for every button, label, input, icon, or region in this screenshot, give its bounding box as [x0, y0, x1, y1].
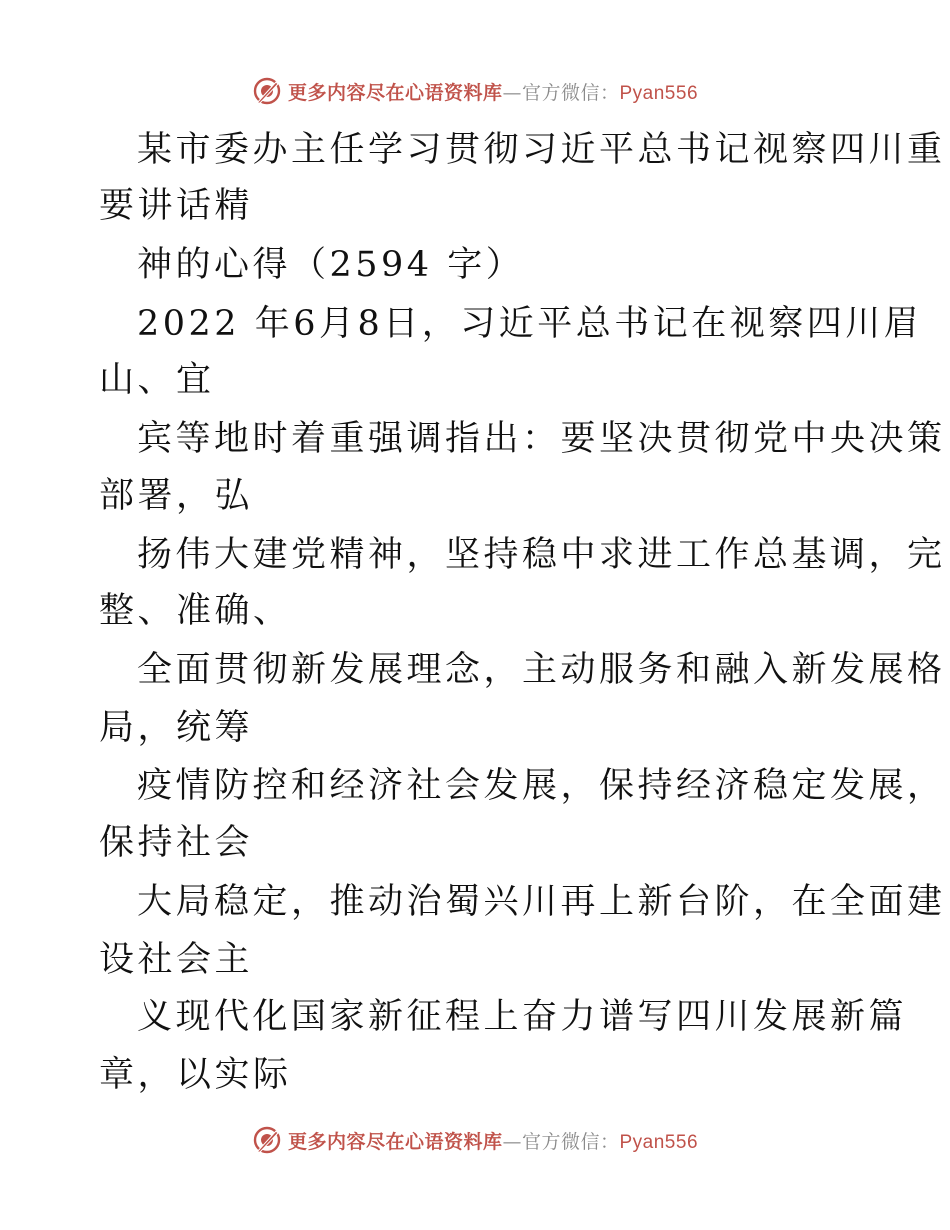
text-line: 某市委办主任学习贯彻习近平总书记视察四川重	[137, 130, 946, 170]
watermark-text	[288, 78, 698, 105]
text-line: 疫情防控和经济社会发展，保持经济稳定发展，	[137, 766, 946, 806]
watermark-brand: 更多内容尽在心语资料库	[287, 1130, 503, 1153]
text-line: 宾等地时着重强调指出：要坚决贯彻党中央决策	[137, 419, 946, 459]
text-line: 局，统筹	[99, 708, 254, 748]
watermark-dash: —	[502, 81, 522, 104]
text-line: 整、准确、	[99, 591, 292, 631]
text-line: 章，以实际	[99, 1055, 292, 1095]
text-line: 要讲话精	[99, 186, 254, 226]
text-line: 2022 年6月8日，习近平总书记在视察四川眉	[137, 304, 923, 344]
text-line: 山、宜	[99, 360, 215, 400]
text-line: 扬伟大建党精神，坚持稳中求进工作总基调，完	[137, 535, 946, 575]
text-line: 神的心得（2594 字）	[137, 245, 525, 285]
text-line: 部署，弘	[99, 476, 254, 516]
watermark-brand: 更多内容尽在心语资料库	[287, 81, 503, 104]
text-line: 义现代化国家新征程上奋力谱写四川发展新篇	[137, 997, 908, 1037]
quill-seal-icon	[252, 76, 282, 106]
header-watermark	[0, 71, 950, 111]
watermark-text	[288, 1127, 698, 1154]
watermark-dash: —	[502, 1130, 522, 1153]
text-line: 全面贯彻新发展理念，主动服务和融入新发展格	[137, 650, 946, 690]
watermark-official-label: 官方微信：	[521, 81, 620, 104]
watermark-official-label: 官方微信：	[521, 1130, 620, 1153]
text-line: 保持社会	[99, 823, 254, 863]
text-line: 设社会主	[99, 940, 254, 980]
text-line: 大局稳定，推动治蜀兴川再上新台阶，在全面建	[137, 882, 946, 922]
watermark-wechat-id: Pyan556	[619, 82, 699, 104]
quill-seal-icon	[252, 1125, 282, 1155]
watermark-wechat-id: Pyan556	[619, 1131, 699, 1153]
footer-watermark	[0, 1120, 950, 1160]
